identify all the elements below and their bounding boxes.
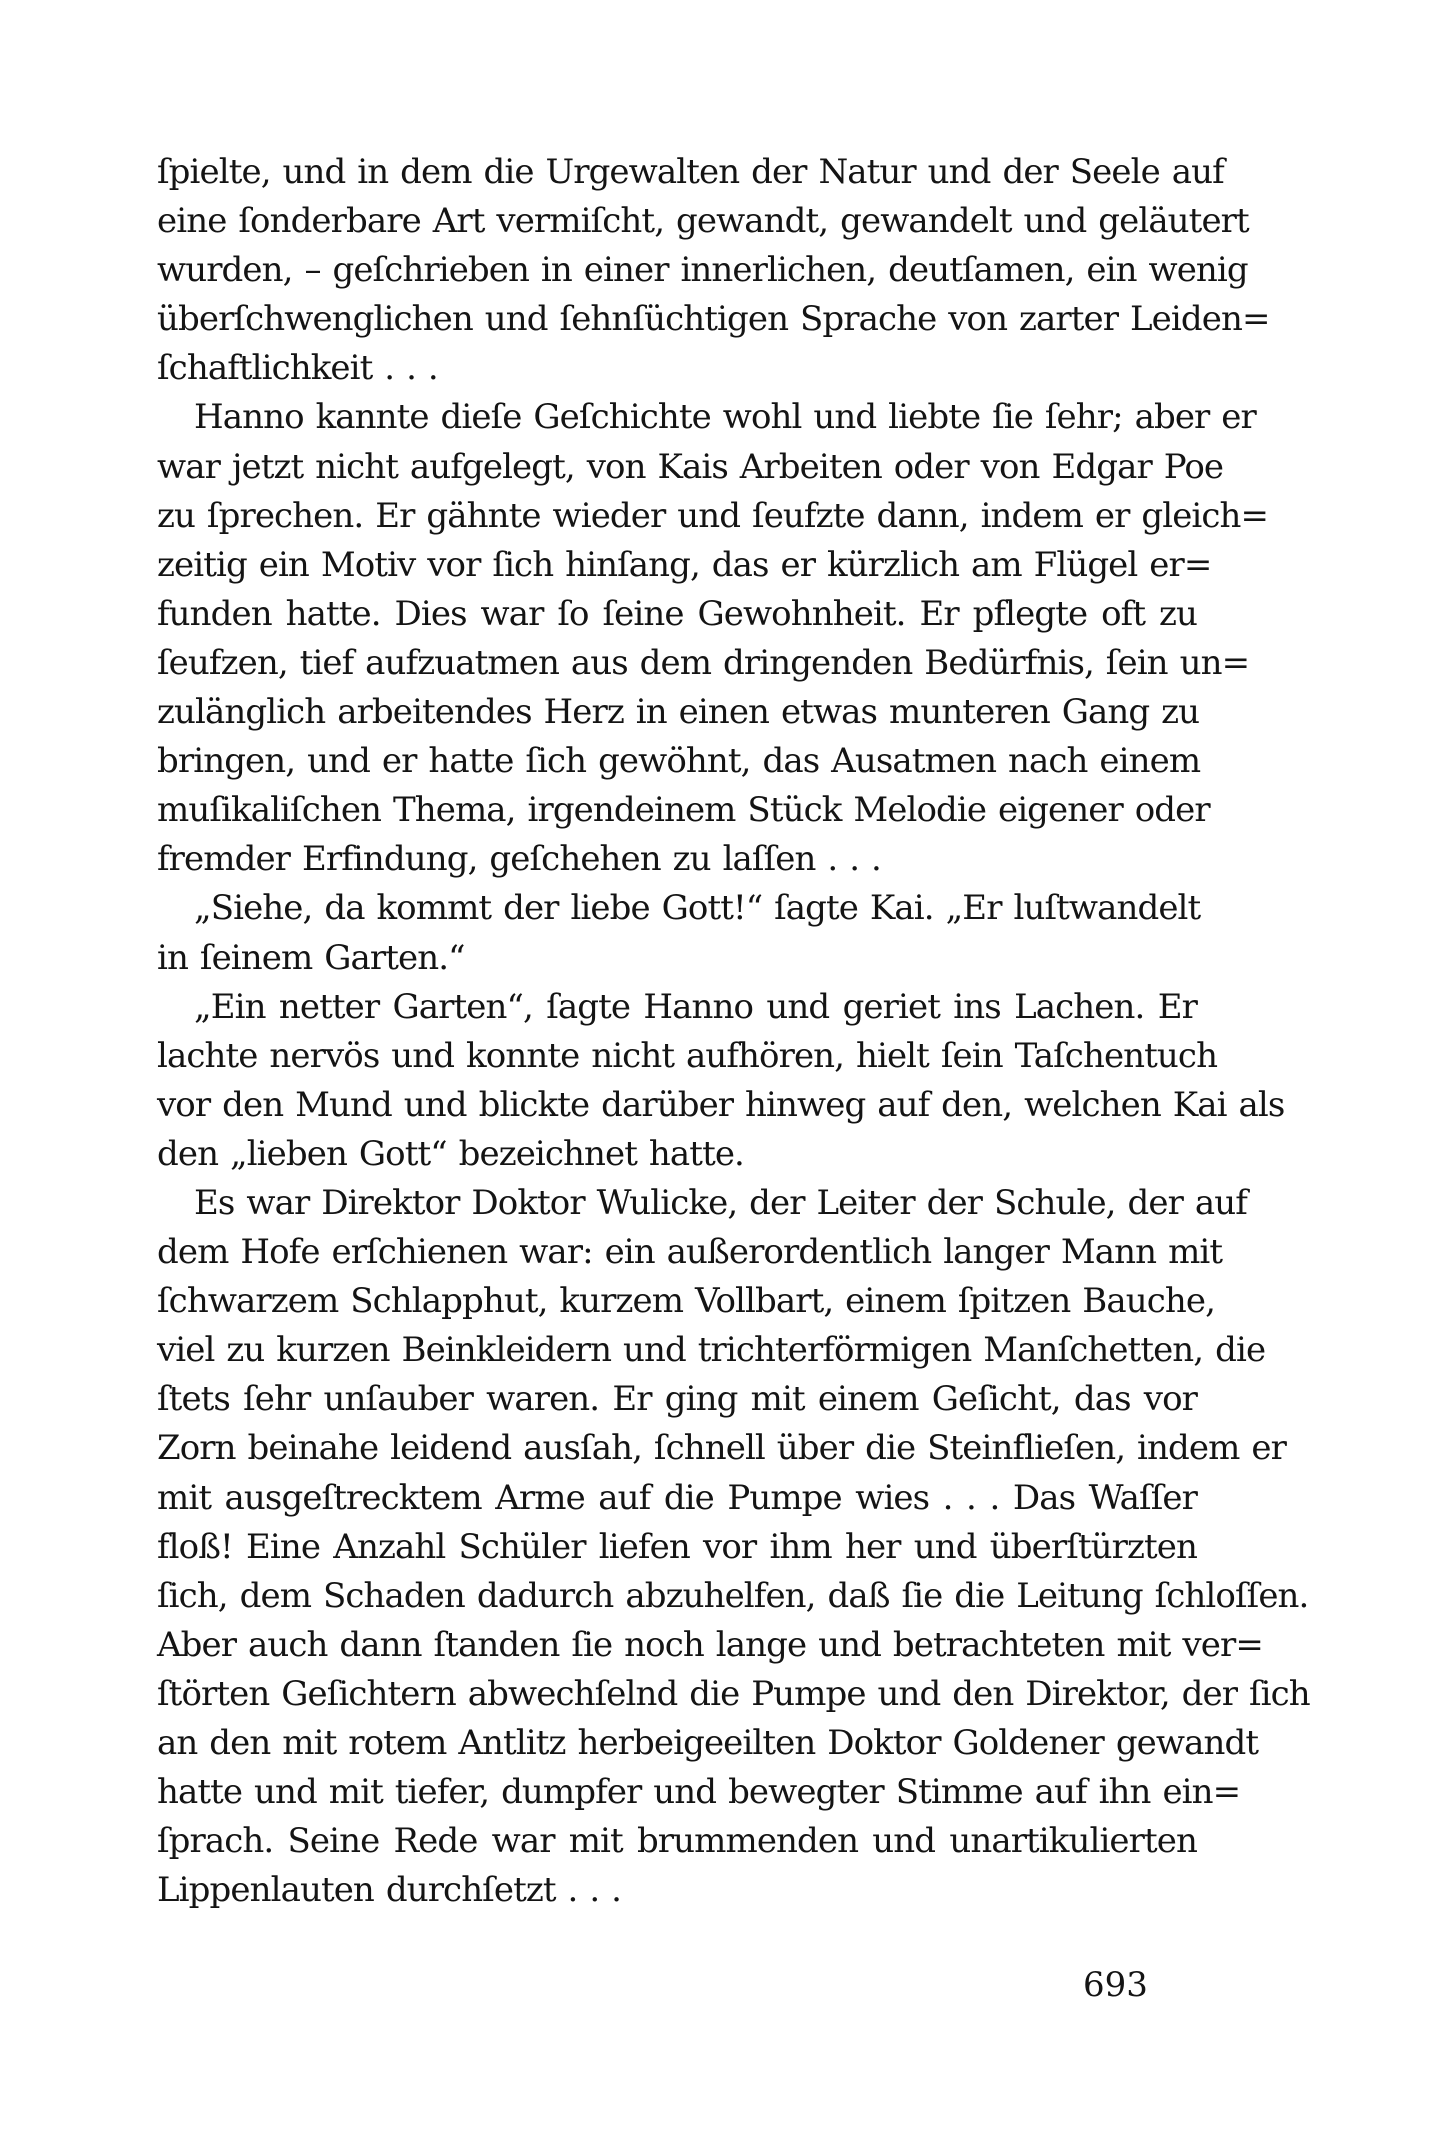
text-line: „Siehe, da kommt der liebe Gott!“ ſagte Kai. „Er luſtwandelt [194,888,1201,929]
page-number: 693 [1083,1965,1148,2005]
text-line: überſchwenglichen und ſehnſüchtigen Sprache von zarter Leiden= [157,299,1270,340]
text-line: hatte und mit tiefer, dumpfer und bewegter Stimme auf ihn ein= [157,1772,1241,1813]
text-line: Hanno kannte dieſe Geſchichte wohl und liebte ſie ſehr; aber er [194,397,1256,438]
text-line: an den mit rotem Antlitz herbeigeeilten Doktor Goldener gewandt [157,1723,1259,1763]
text-line: fremder Erfindung, geſchehen zu laſſen . . . [157,839,881,880]
text-line: ſich, dem Schaden dadurch abzuhelfen, daß ſie die Leitung ſchloſſen. [157,1575,1309,1616]
text-line: in ſeinem Garten.“ [157,937,465,978]
text-line: den „lieben Gott“ bezeichnet hatte. [157,1133,744,1174]
text-line: zeitig ein Motiv vor ſich hinſang, das er kürzlich am Flügel er= [157,544,1212,585]
text-line: ſprach. Seine Rede war mit brummenden und unartikulierten [157,1821,1197,1862]
text-line: ſtörten Geſichtern abwechſelnd die Pumpe und den Direktor, der ſich [157,1673,1310,1714]
text-line: mit ausgeſtrecktem Arme auf die Pumpe wies . . . Das Waſſer [157,1477,1197,1518]
text-line: bringen, und er hatte ſich gewöhnt, das Ausatmen nach einem [157,741,1201,782]
text-line: zu ſprechen. Er gähnte wieder und ſeufzte dann, indem er gleich= [157,495,1269,536]
text-line: ſchaftlichkeit . . . [157,348,438,389]
text-line: ſchwarzem Schlapphut, kurzem Vollbart, einem ſpitzen Bauche, [157,1281,1215,1322]
text-line: Zorn beinahe leidend ausſah, ſchnell über die Steinflieſen, indem er [157,1428,1286,1469]
text-line: Es war Direktor Doktor Wulicke, der Leiter der Schule, der auf [194,1182,1247,1223]
text-line: „Ein netter Garten“, ſagte Hanno und geriet ins Lachen. Er [194,986,1197,1027]
text-line: ſtets ſehr unſauber waren. Er ging mit einem Geſicht, das vor [157,1379,1197,1420]
text-line: war jetzt nicht aufgelegt, von Kais Arbeiten oder von Edgar Poe [157,446,1224,487]
text-line: dem Hofe erſchienen war: ein außerordentlich langer Mann mit [157,1232,1223,1273]
text-line: ſeufzen, tief aufzuatmen aus dem dringenden Bedürfnis, ſein un= [157,642,1250,683]
text-line: funden hatte. Dies war ſo ſeine Gewohnheit. Er pflegte oft zu [157,593,1197,634]
text-line: floß! Eine Anzahl Schüler liefen vor ihm her und überſtürzten [157,1526,1197,1567]
text-line: lachte nervös und konnte nicht aufhören, hielt ſein Taſchentuch [157,1035,1218,1076]
text-line: ſpielte, und in dem die Urgewalten der Natur und der Seele auf [157,152,1224,192]
text-line: Aber auch dann ſtanden ſie noch lange und betrachteten mit ver= [157,1624,1263,1665]
text-line: wurden, – geſchrieben in einer innerlichen, deutſamen, ein wenig [157,250,1248,291]
text-line: eine ſonderbare Art vermiſcht, gewandt, gewandelt und geläutert [157,201,1249,242]
text-line: Lippenlauten durchſetzt . . . [157,1870,622,1911]
text-line: viel zu kurzen Beinkleidern und trichterförmigen Manſchetten, die [157,1330,1266,1371]
text-line: vor den Mund und blickte darüber hinweg auf den, welchen Kai als [157,1084,1285,1125]
text-line: zulänglich arbeitendes Herz in einen etwas munteren Gang zu [157,692,1200,733]
text-line: muſikaliſchen Thema, irgendeinem Stück Melodie eigener oder [157,790,1210,831]
body-text [157,148,1310,1915]
